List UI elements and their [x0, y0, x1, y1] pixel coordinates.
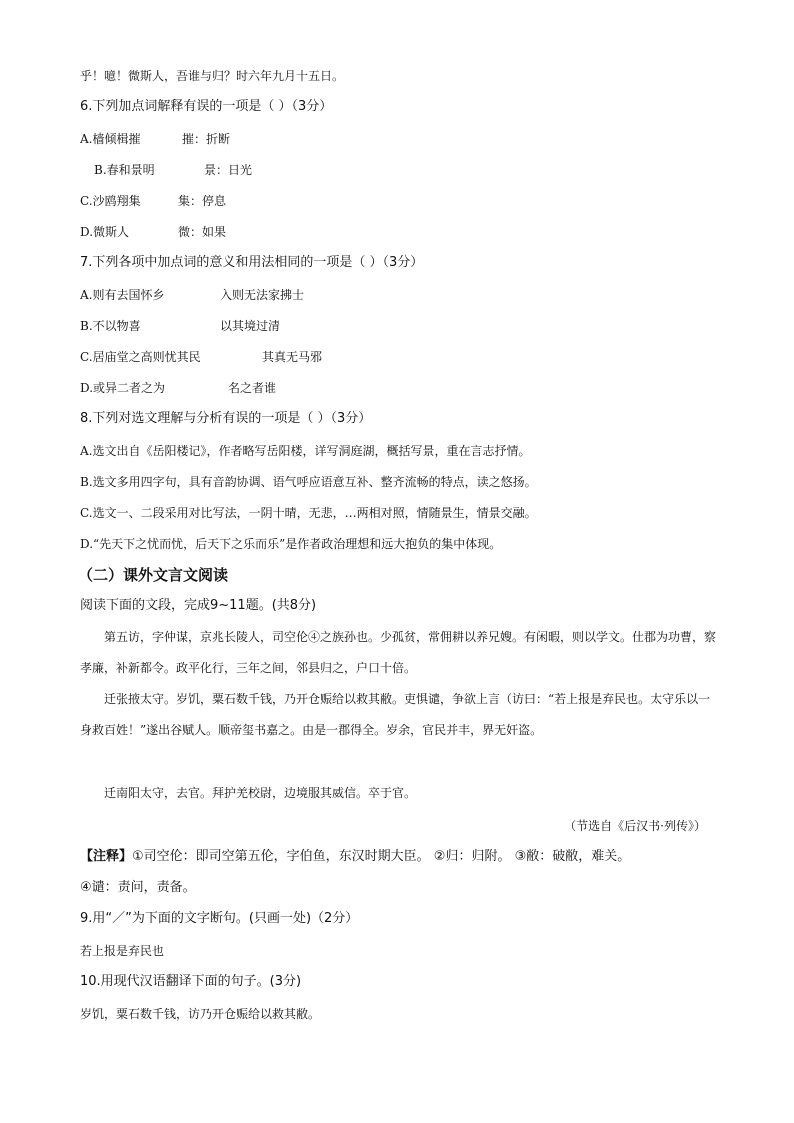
- q7-option-b-label: B.不以物喜: [80, 319, 141, 333]
- q8-option-c: C.选文一、二段采用对比写法，一阴十晴，无悲，…两相对照，情随景生，情景交融。: [80, 506, 537, 520]
- reading-intro: 阅读下面的文段，完成9~11题。(共8分): [80, 598, 317, 613]
- passage-source: （节选自《后汉书·列传》）: [564, 819, 706, 833]
- q6-option-a: [80, 131, 720, 147]
- q7-option-a: [80, 287, 720, 303]
- q7-option-c: [80, 349, 720, 365]
- q6-option-c-label: C.沙鸥翔集: [80, 194, 141, 208]
- q6-option-b-label: B.春和景明: [94, 163, 155, 177]
- passage-continuation: 乎！噫！微斯人，吾谁与归？时六年九月十五日。: [80, 69, 345, 83]
- q6-option-a-gloss: 摧：折断: [182, 132, 231, 146]
- q8-option-b: B.选文多用四字句，具有音韵协调、语气呼应语意互补、整齐流畅的特点，读之悠扬。: [80, 475, 537, 489]
- q6-option-d-gloss: 微：如果: [178, 225, 227, 239]
- q6-option-c: [80, 193, 720, 209]
- question-9-stem: 9.用“／”为下面的文字断句。(只画一处)（2分）: [80, 911, 359, 926]
- section-title: （二）课外文言文阅读: [78, 566, 229, 584]
- q6-option-d-label: D.微斯人: [80, 225, 130, 239]
- q6-option-c-gloss: 集：停息: [178, 194, 227, 208]
- question-10-text: 岁饥，粟石数千钱，访乃开仓赈给以救其敝。: [80, 1007, 321, 1021]
- q6-option-d: [80, 224, 720, 240]
- question-7-stem: 7.下列各项中加点词的意义和用法相同的一项是（ ）（3分）: [80, 255, 424, 270]
- passage-paragraph-2: 迁张掖太守。岁饥，粟石数千钱，乃开仓赈给以救其敝。吏惧谴，争欲上言（访曰：“若上报是弃民也。太守乐以一身救百姓！”遂出谷赋人。顺帝玺书嘉之。由是一郡得全。岁余，官民并丰，界无奸盗。: [80, 692, 711, 737]
- notes-text-1: ①司空伦：即司空第五伦，字伯鱼，东汉时期大臣。 ②归：归附。 ③敝：破敝，难关。: [132, 849, 631, 864]
- question-9-text: 若上报是弃民也: [80, 944, 165, 958]
- q7-option-c-gloss: 其真无马邪: [262, 350, 323, 364]
- question-8-stem: 8.下列对选文理解与分析有误的一项是（ ）（3分）: [80, 411, 372, 426]
- q6-option-b: [94, 162, 734, 178]
- q7-option-a-label: A.则有去国怀乡: [80, 288, 165, 302]
- q7-option-d: [80, 380, 720, 396]
- passage-paragraph-3: 迁南阳太守，去官。拜护羌校尉，边境服其威信。卒于官。: [104, 786, 417, 800]
- q7-option-a-gloss: 入则无法家拂士: [220, 288, 305, 302]
- q6-option-a-label: A.樯倾楫摧: [80, 132, 141, 146]
- q6-option-b-gloss: 景：日光: [204, 163, 253, 177]
- q8-option-a: A.选文出自《岳阳楼记》，作者略写岳阳楼，详写洞庭湖，概括写景，重在言志抒情。: [80, 444, 531, 458]
- q7-option-d-gloss: 名之者谁: [228, 381, 277, 395]
- notes-label: 【注释】: [80, 849, 133, 864]
- q7-option-c-label: C.居庙堂之高则忧其民: [80, 350, 201, 364]
- q7-option-b-gloss: 以其境过清: [220, 319, 281, 333]
- passage-paragraph-1: 第五访，字仲谋，京兆长陵人，司空伦④之族孙也。少孤贫，常佣耕以养兄嫂。有闲暇，则以学文。仕郡为功曹，察孝廉，补新都令。政平化行，三年之间，邻县归之，户口十倍。: [80, 630, 717, 675]
- q7-option-b: [80, 318, 720, 334]
- question-10-stem: 10.用现代汉语翻译下面的句子。(3分): [80, 974, 302, 989]
- q7-option-d-label: D.或异二者之为: [80, 381, 166, 395]
- question-6-stem: 6.下列加点词解释有误的一项是（ ）（3分）: [80, 99, 333, 114]
- notes-line-2: ④谴：责问，责备。: [80, 880, 196, 895]
- notes-line-1: [80, 849, 720, 865]
- q8-option-d: D.“先天下之忧而忧，后天下之乐而乐”是作者政治理想和远大抱负的集中体现。: [80, 537, 502, 551]
